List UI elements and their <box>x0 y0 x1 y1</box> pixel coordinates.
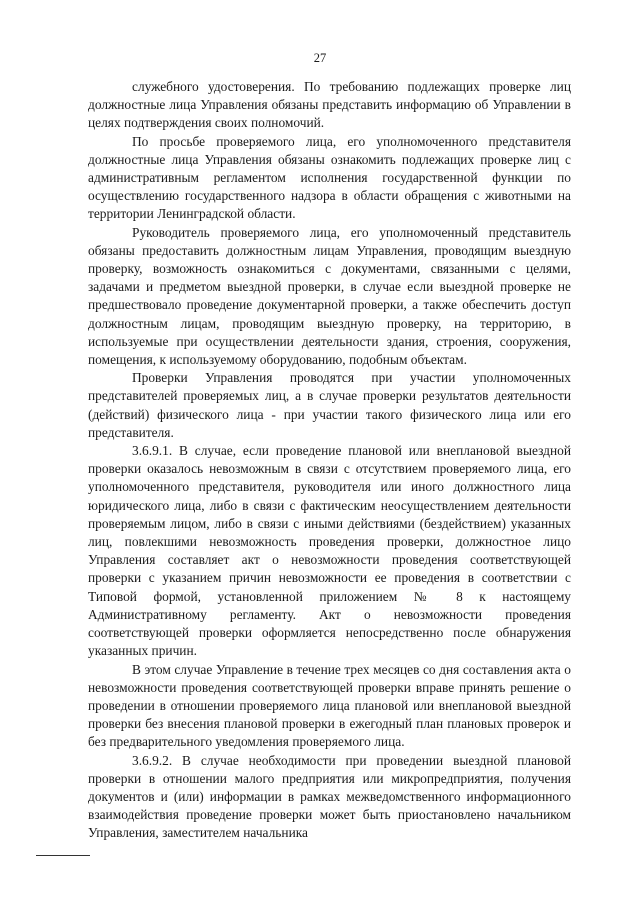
paragraph-3-6-9-1: 3.6.9.1. В случае, если проведение плановой или внеплановой выездной проверки оказалось невозможным в связи с отсутствием проверяемого лица, его уполномоченного представителя, руководителя или иного должностного лица юридического лица, либо в связи с фактическим неосуществлением деятельности проверяемым лицом, либо в связи с иными действиями (бездействием) указанных лиц, повлекшими невозможность проведения проверки, должностное лицо Управления составляет акт о невозможности проведения соответствующей проверки с указанием причин невозможности ее проведения в соответствии с Типовой формой, установленной приложением № 8 к настоящему Административному регламенту. Акт о невозможности проведения соответствующей проверки оформляется непосредственно после обнаружения указанных причин. <box>88 443 571 659</box>
paragraph-repeat-inspection: В этом случае Управление в течение трех месяцев со дня составления акта о невозможности проведения соответствующей проверки вправе принять решение о проведении в отношении проверяемого лица плановой или внеплановой выездной проверки без внесения плановой проверки в ежегодный план плановых проверок и без предварительного уведомления проверяемого лица. <box>88 661 571 750</box>
paragraph-regulation-familiarization: По просьбе проверяемого лица, его уполномоченного представителя должностные лица Управления обязаны ознакомить подлежащих проверке лиц с административным регламентом исполнения государственной функции по осуществлению государственного надзора в области обращения с животными на территории Ленинградской области. <box>88 133 571 222</box>
paragraph-representatives-participation: Проверки Управления проводятся при участии уполномоченных представителей проверяемых лиц, а в случае проверки результатов деятельности (действий) физического лица - при участии такого физического лица или его представителя. <box>88 370 571 440</box>
page-number: 27 <box>313 51 327 65</box>
paragraph-access-obligations: Руководитель проверяемого лица, его уполномоченный представитель обязаны предоставить должностным лицам Управления, проводящим выездную проверку, возможность ознакомиться с документами, связанными с целями, задачами и предметом выездной проверки, в случае если выездной проверке не предшествовало проведение документарной проверки, а также обеспечить доступ должностным лицам, проводящим выездную проверку, на территорию, в используемые при осуществлении деятельности здания, строения, сооружения, помещения, к используемому оборудованию, подобным объектам. <box>88 224 571 368</box>
paragraph-credentials: служебного удостоверения. По требованию подлежащих проверке лиц должностные лица Управления обязаны представить информацию об Управлении в целях подтверждения своих полномочий. <box>88 79 571 131</box>
body-text <box>88 78 571 843</box>
footer-rule <box>36 855 90 856</box>
paragraph-3-6-9-2: 3.6.9.2. В случае необходимости при проведении выездной плановой проверки в отношении малого предприятия или микропредприятия, получения документов и (или) информации в рамках межведомственного информационного взаимодействия проведение проверки может быть приостановлено начальником Управления, заместителем начальника <box>88 752 571 841</box>
